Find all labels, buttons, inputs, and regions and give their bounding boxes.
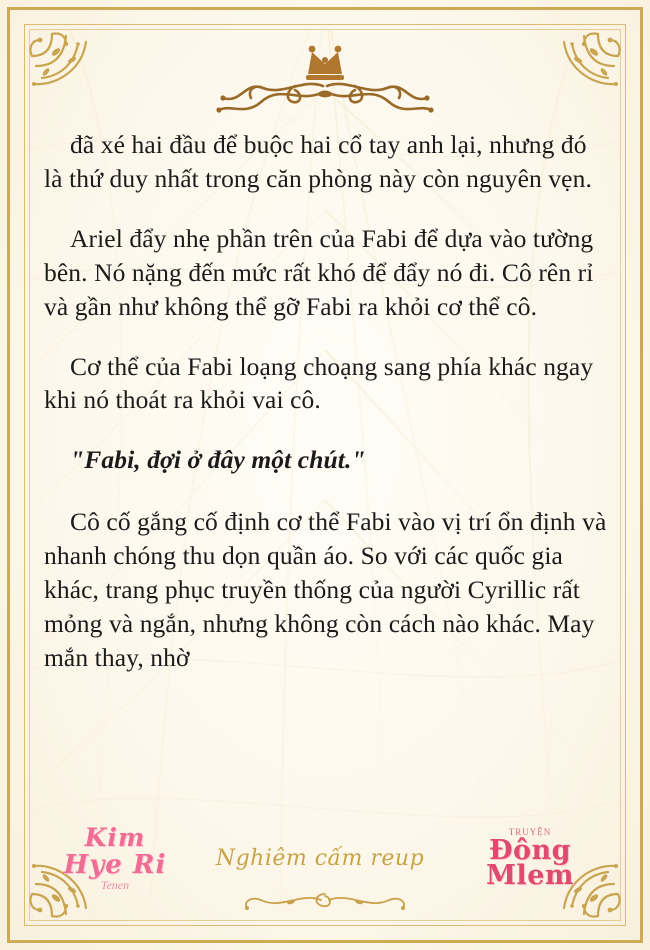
group-logo-line2: Mlem — [486, 859, 574, 891]
reup-warning: Nghiêm cấm reup — [215, 845, 425, 871]
group-logo-line1: Đông — [488, 834, 572, 866]
footer-credits — [40, 810, 610, 906]
dialogue-paragraph: "Fabi, đợi ở đây một chút." — [70, 445, 366, 475]
paragraph: Ariel đẩy nhẹ phần trên của Fabi để dựa vào tường bên. Nó nặng đến mức rất khó để đẩy nó đi. Cô rên rỉ và gần như không thể gỡ Fabi ra khỏi cơ thể cô. — [44, 223, 594, 321]
paragraph: Cơ thể của Fabi loạng choạng sang phía khác ngay khi nó thoát ra khỏi vai cô. — [44, 351, 594, 415]
paragraph: đã xé hai đầu để buộc hai cổ tay anh lại, nhưng đó là thứ duy nhất trong căn phòng này còn nguyên vẹn. — [44, 130, 592, 193]
corner-flourish-icon — [550, 26, 624, 100]
group-logo — [450, 828, 610, 889]
translator-logo-line1: Kim — [84, 823, 146, 852]
page-content — [44, 128, 610, 800]
translator-logo — [40, 825, 190, 891]
paragraph: Cô cố gắng cố định cơ thể Fabi vào vị trí ổn định và nhanh chóng thu dọn quần áo. So với các quốc gia khác, trang phục truyền thống của người Cyrillic rất mỏng và ngắn, nhưng không còn cách nào khác. May mắn thay, nhờ — [44, 507, 607, 672]
corner-flourish-icon — [26, 26, 100, 100]
translator-logo-line3: Tenen — [100, 878, 130, 892]
group-logo-top: TRUYỆN — [508, 826, 552, 837]
translator-logo-line2: Hye Ri — [63, 850, 167, 880]
